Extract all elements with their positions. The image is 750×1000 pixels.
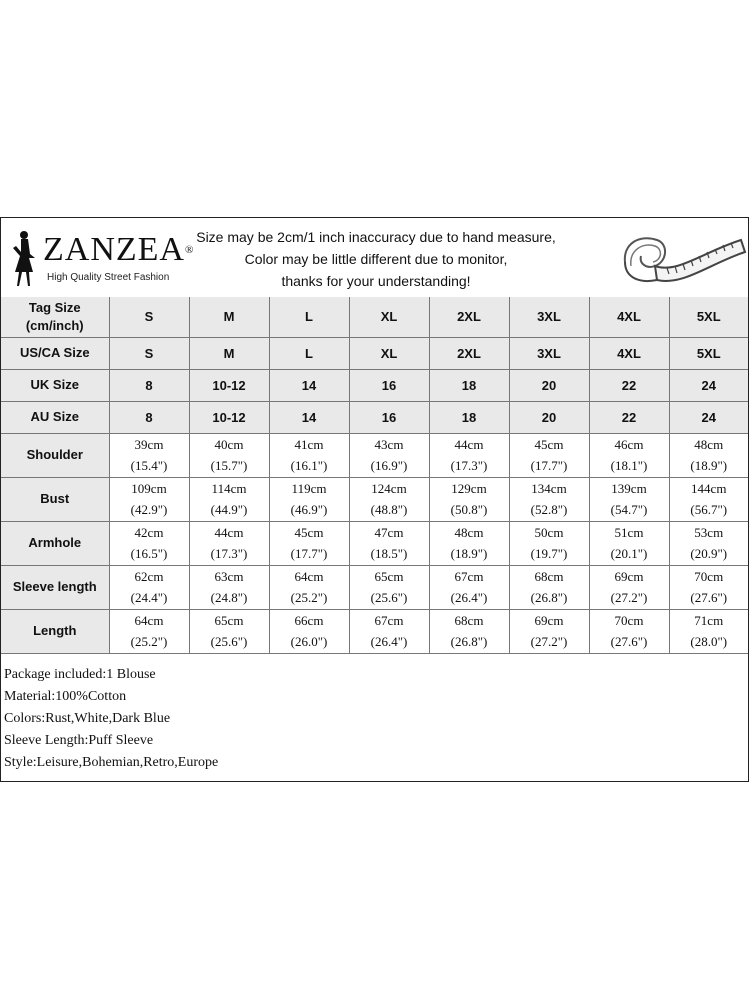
measurement-inch: (27.6") — [690, 590, 728, 605]
woman-silhouette-icon — [7, 228, 37, 288]
product-note: Style:Leisure,Bohemian,Retro,Europe — [4, 755, 219, 770]
measurement-inch: (15.7") — [210, 458, 248, 473]
size-cell: L — [269, 297, 349, 337]
measurement-cm: 65cm — [214, 613, 244, 628]
measurement-inch: (26.8") — [530, 590, 568, 605]
measurement-cm: 39cm — [134, 437, 164, 452]
measurement-cell — [429, 433, 509, 477]
measurement-cm: 109cm — [131, 481, 167, 496]
measurement-cm: 45cm — [294, 525, 324, 540]
size-cell: 4XL — [589, 297, 669, 337]
size-cell: 16 — [349, 369, 429, 401]
measurement-cell — [669, 477, 748, 521]
measurement-cell — [669, 609, 748, 653]
measurement-cell — [589, 565, 669, 609]
measurement-cell — [189, 477, 269, 521]
size-cell: 14 — [269, 401, 349, 433]
measurement-inch: (25.6") — [370, 590, 408, 605]
row-label: UK Size — [1, 369, 109, 401]
measurement-cell — [589, 433, 669, 477]
size-cell: 16 — [349, 401, 429, 433]
measurement-inch: (18.9") — [690, 458, 728, 473]
measurement-cell — [429, 521, 509, 565]
measurement-cell — [109, 609, 189, 653]
notice-line: Size may be 2cm/1 inch inaccuracy due to hand measure, — [196, 229, 556, 245]
measurement-cell — [109, 565, 189, 609]
measurement-cm: 50cm — [534, 525, 564, 540]
measurement-cell — [589, 521, 669, 565]
measurement-row — [1, 609, 748, 653]
measurement-cm: 44cm — [454, 437, 484, 452]
row-label: Length — [1, 609, 109, 653]
measurement-cell — [189, 433, 269, 477]
measurement-cm: 70cm — [614, 613, 644, 628]
product-note: Sleeve Length:Puff Sleeve — [4, 733, 154, 748]
measurement-inch: (52.8") — [530, 502, 568, 517]
measurement-inch: (19.7") — [530, 546, 568, 561]
measurement-cm: 71cm — [694, 613, 724, 628]
measurement-notice — [191, 226, 561, 292]
product-note: Material:100%Cotton — [4, 689, 127, 704]
measurement-cm: 45cm — [534, 437, 564, 452]
measurement-cm: 67cm — [374, 613, 404, 628]
notice-line: Color may be little different due to monitor, — [244, 251, 508, 267]
measurement-inch: (50.8") — [450, 502, 488, 517]
measurement-cell — [109, 433, 189, 477]
size-cell: 2XL — [429, 297, 509, 337]
measurement-cell — [349, 521, 429, 565]
row-label: Sleeve length — [1, 565, 109, 609]
size-cell: 8 — [109, 369, 189, 401]
measurement-cm: 48cm — [694, 437, 724, 452]
measurement-cm: 114cm — [211, 481, 247, 496]
measurement-inch: (42.9") — [130, 502, 168, 517]
brand-name: ZANZEA® — [43, 231, 195, 268]
measurement-cm: 64cm — [294, 569, 324, 584]
measurement-inch: (18.1") — [610, 458, 648, 473]
measurement-cell — [269, 521, 349, 565]
measurement-inch: (17.3") — [210, 546, 248, 561]
measurement-cm: 70cm — [694, 569, 724, 584]
measurement-cell — [669, 433, 748, 477]
measurement-cm: 63cm — [214, 569, 244, 584]
row-label: Tag Size (cm/inch) — [1, 297, 109, 337]
measurement-cell — [429, 609, 509, 653]
row-label: AU Size — [1, 401, 109, 433]
size-cell: S — [109, 337, 189, 369]
measurement-cm: 68cm — [534, 569, 564, 584]
measurement-cell — [509, 521, 589, 565]
size-chart-frame — [0, 217, 749, 782]
measurement-inch: (27.2") — [530, 634, 568, 649]
size-row — [1, 369, 748, 401]
measurement-cm: 46cm — [614, 437, 644, 452]
measurement-cell — [509, 609, 589, 653]
size-cell: 22 — [589, 369, 669, 401]
size-cell: 4XL — [589, 337, 669, 369]
measurement-inch: (27.6") — [610, 634, 648, 649]
measurement-inch: (48.8") — [370, 502, 408, 517]
measurement-cell — [589, 609, 669, 653]
measurement-cm: 139cm — [611, 481, 647, 496]
row-label: Shoulder — [1, 433, 109, 477]
measurement-cell — [349, 433, 429, 477]
measurement-cm: 69cm — [614, 569, 644, 584]
measurement-cell — [269, 565, 349, 609]
measurement-inch: (26.4") — [370, 634, 408, 649]
measurement-cell — [669, 521, 748, 565]
measurement-inch: (16.5") — [130, 546, 168, 561]
size-cell: 10-12 — [189, 369, 269, 401]
measurement-inch: (27.2") — [610, 590, 648, 605]
measurement-row — [1, 433, 748, 477]
size-row — [1, 337, 748, 369]
size-cell: 5XL — [669, 337, 748, 369]
measurement-cm: 48cm — [454, 525, 484, 540]
measurement-inch: (20.9") — [690, 546, 728, 561]
size-cell: 2XL — [429, 337, 509, 369]
measurement-cell — [269, 433, 349, 477]
measurement-inch: (18.5") — [370, 546, 408, 561]
measurement-inch: (26.0") — [290, 634, 328, 649]
measurement-cm: 43cm — [374, 437, 404, 452]
measurement-inch: (17.3") — [450, 458, 488, 473]
measurement-cm: 64cm — [134, 613, 164, 628]
size-cell: 14 — [269, 369, 349, 401]
measurement-inch: (17.7") — [290, 546, 328, 561]
measurement-inch: (25.6") — [210, 634, 248, 649]
size-cell: 20 — [509, 369, 589, 401]
measurement-inch: (18.9") — [450, 546, 488, 561]
size-table-body — [1, 297, 748, 653]
measurement-cm: 47cm — [374, 525, 404, 540]
measurement-cell — [109, 521, 189, 565]
measurement-inch: (16.9") — [370, 458, 408, 473]
measurement-cm: 67cm — [454, 569, 484, 584]
size-table — [1, 297, 748, 654]
measurement-inch: (26.4") — [450, 590, 488, 605]
chart-header — [1, 218, 748, 298]
measurement-cm: 41cm — [294, 437, 324, 452]
notice-line: thanks for your understanding! — [281, 273, 471, 289]
row-label: Armhole — [1, 521, 109, 565]
measurement-cell — [509, 565, 589, 609]
measurement-cell — [189, 609, 269, 653]
measurement-cell — [669, 565, 748, 609]
size-cell: 24 — [669, 401, 748, 433]
measurement-cm: 65cm — [374, 569, 404, 584]
size-cell: 5XL — [669, 297, 748, 337]
measurement-cell — [589, 477, 669, 521]
measurement-row — [1, 521, 748, 565]
measurement-inch: (56.7") — [690, 502, 728, 517]
size-row — [1, 297, 748, 337]
product-notes — [4, 664, 218, 774]
measurement-inch: (20.1") — [610, 546, 648, 561]
measurement-inch: (15.4") — [130, 458, 168, 473]
measurement-cell — [509, 477, 589, 521]
size-cell: M — [189, 337, 269, 369]
measurement-cm: 124cm — [371, 481, 407, 496]
measurement-cell — [189, 521, 269, 565]
row-label: Bust — [1, 477, 109, 521]
size-cell: S — [109, 297, 189, 337]
measurement-cm: 42cm — [134, 525, 164, 540]
measurement-cell — [349, 609, 429, 653]
measurement-cell — [509, 433, 589, 477]
product-note: Colors:Rust,White,Dark Blue — [4, 711, 171, 726]
measurement-cm: 134cm — [531, 481, 567, 496]
measurement-inch: (17.7") — [530, 458, 568, 473]
size-cell: XL — [349, 337, 429, 369]
measurement-cm: 68cm — [454, 613, 484, 628]
brand-tagline: High Quality Street Fashion — [47, 272, 170, 283]
measurement-cell — [269, 477, 349, 521]
size-cell: M — [189, 297, 269, 337]
measurement-cell — [349, 565, 429, 609]
measurement-cm: 44cm — [214, 525, 244, 540]
size-cell: 22 — [589, 401, 669, 433]
measurement-row — [1, 477, 748, 521]
size-cell: 18 — [429, 369, 509, 401]
measurement-inch: (28.0") — [690, 634, 728, 649]
measurement-inch: (26.8") — [450, 634, 488, 649]
measurement-cm: 40cm — [214, 437, 244, 452]
measurement-cell — [429, 565, 509, 609]
measurement-inch: (25.2") — [130, 634, 168, 649]
measurement-cell — [429, 477, 509, 521]
measurement-row — [1, 565, 748, 609]
size-cell: 10-12 — [189, 401, 269, 433]
size-cell: 20 — [509, 401, 589, 433]
measurement-cell — [109, 477, 189, 521]
size-cell: 8 — [109, 401, 189, 433]
size-row — [1, 401, 748, 433]
product-note: Package included:1 Blouse — [4, 667, 156, 682]
size-cell: 3XL — [509, 297, 589, 337]
size-cell: 18 — [429, 401, 509, 433]
measurement-cm: 129cm — [451, 481, 487, 496]
measurement-inch: (54.7") — [610, 502, 648, 517]
measurement-cell — [189, 565, 269, 609]
measurement-inch: (44.9") — [210, 502, 248, 517]
size-cell: 24 — [669, 369, 748, 401]
measurement-inch: (46.9") — [290, 502, 328, 517]
measurement-cell — [349, 477, 429, 521]
measurement-cm: 69cm — [534, 613, 564, 628]
size-cell: L — [269, 337, 349, 369]
brand-logo — [7, 228, 195, 294]
measurement-cm: 144cm — [691, 481, 727, 496]
measuring-tape-icon — [617, 222, 747, 294]
measurement-inch: (16.1") — [290, 458, 328, 473]
measurement-inch: (24.4") — [130, 590, 168, 605]
measurement-cm: 66cm — [294, 613, 324, 628]
measurement-inch: (24.8") — [210, 590, 248, 605]
measurement-cm: 119cm — [291, 481, 327, 496]
measurement-cm: 62cm — [134, 569, 164, 584]
size-cell: XL — [349, 297, 429, 337]
measurement-cm: 51cm — [614, 525, 644, 540]
size-cell: 3XL — [509, 337, 589, 369]
measurement-inch: (25.2") — [290, 590, 328, 605]
measurement-cell — [269, 609, 349, 653]
row-label: US/CA Size — [1, 337, 109, 369]
measurement-cm: 53cm — [694, 525, 724, 540]
